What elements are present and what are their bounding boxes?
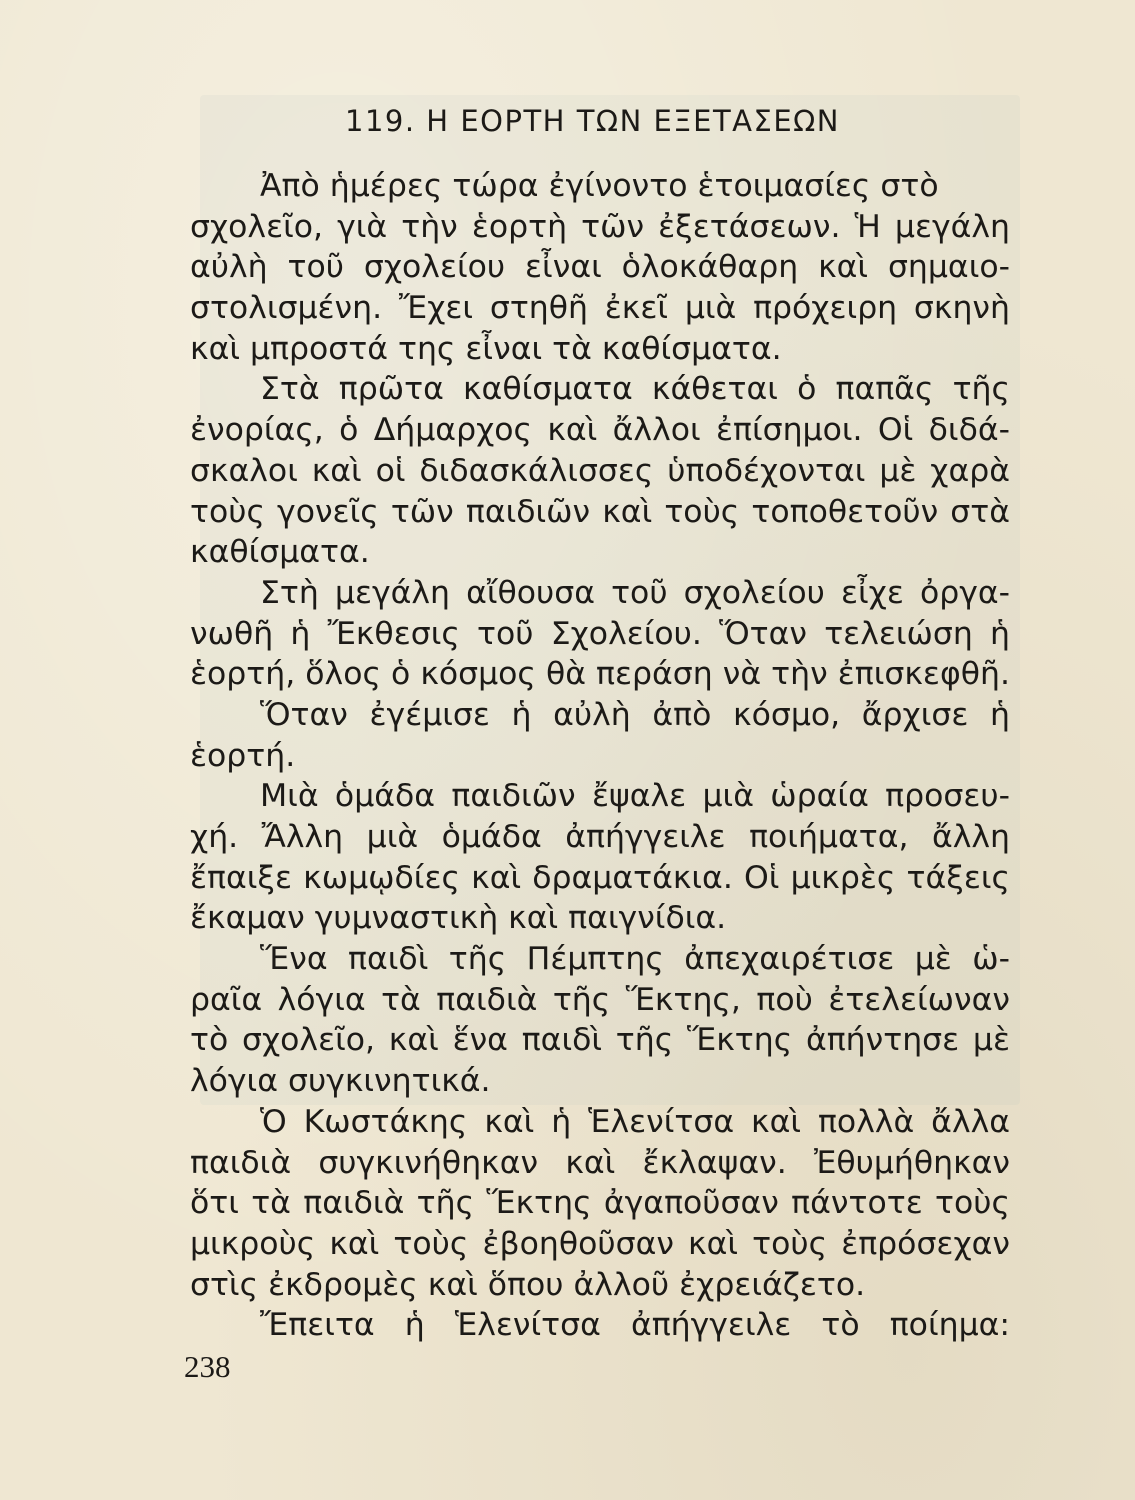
text-line: Ὅταν ἐγέμισε ἡ αὐλὴ ἀπὸ κόσμο, ἄρχισε ἡ (260, 696, 1010, 733)
text-line: Στὰ πρῶτα καθίσματα κάθεται ὁ παπᾶς τῆς (260, 371, 1010, 408)
text-line: παιδιὰ συγκινήθηκαν καὶ ἔκλαψαν. Ἐθυμήθηκαν (190, 1144, 1010, 1181)
text-line: χή. Ἄλλη μιὰ ὁμάδα ἀπήγγειλε ποιήματα, ἄλλη (190, 819, 1010, 855)
page-number: 238 (184, 1349, 231, 1384)
text-line: ἔπαιξε κωμῳδίες καὶ δραματάκια. Οἱ μικρὲς τάξεις (190, 859, 1010, 896)
text-line: νωθῆ ἡ Ἔκθεσις τοῦ Σχολείου. Ὅταν τελειώση ἡ (190, 615, 1010, 652)
text-line: ἑορτή, ὅλος ὁ κόσμος θὰ περάση νὰ τὴν ἐπισκεφθῆ. (190, 656, 1010, 693)
text-line: καθίσματα. (190, 534, 370, 571)
text-line: σκαλοι καὶ οἱ διδασκάλισσες ὑποδέχονται μὲ χαρὰ (190, 452, 1010, 489)
text-line: Ἔπειτα ἡ Ἑλενίτσα ἀπήγγειλε τὸ ποίημα: (260, 1307, 1010, 1344)
text-line: σχολεῖο, γιὰ τὴν ἑορτὴ τῶν ἐξετάσεων. Ἡ μεγάλη (190, 208, 1010, 245)
text-line: Μιὰ ὁμάδα παιδιῶν ἔψαλε μιὰ ὡραία προσευ- (260, 778, 1010, 815)
text-line: ραῖα λόγια τὰ παιδιὰ τῆς Ἕκτης, ποὺ ἐτελείωναν (190, 981, 1010, 1018)
text-line: στὶς ἐκδρομὲς καὶ ὅπου ἀλλοῦ ἐχρειάζετο. (190, 1266, 866, 1303)
text-line: λόγια συγκινητικά. (190, 1063, 491, 1100)
text-line: μικροὺς καὶ τοὺς ἐβοηθοῦσαν καὶ τοὺς ἐπρόσεχαν (190, 1225, 1010, 1262)
text-line: Ἕνα παιδὶ τῆς Πέμπτης ἀπεχαιρέτισε μὲ ὡ- (260, 941, 1010, 978)
text-line: ὅτι τὰ παιδιὰ τῆς Ἕκτης ἀγαποῦσαν πάντοτε τοὺς (190, 1185, 1010, 1222)
body-text (190, 166, 1010, 1346)
text-line: τὸ σχολεῖο, καὶ ἕνα παιδὶ τῆς Ἕκτης ἀπήντησε μὲ (190, 1022, 1010, 1059)
text-line: καὶ μπροστά της εἶναι τὰ καθίσματα. (190, 330, 782, 367)
text-line: Ἀπὸ ἡμέρες τώρα ἐγίνοντο ἑτοιμασίες στὸ (260, 168, 939, 204)
text-line: ἑορτή. (190, 737, 296, 774)
chapter-heading: 119. Η ΕΟΡΤΗ ΤΩΝ ΕΞΕΤΑΣΕΩΝ (345, 104, 840, 138)
text-line: ἐνορίας, ὁ Δήμαρχος καὶ ἄλλοι ἐπίσημοι. Οἱ διδά- (190, 412, 1010, 449)
text-line: αὐλὴ τοῦ σχολείου εἶναι ὁλοκάθαρη καὶ σημαιο- (190, 249, 1010, 286)
text-line: Στὴ μεγάλη αἴθουσα τοῦ σχολείου εἶχε ὀργα- (260, 574, 1010, 611)
text-line: στολισμένη. Ἔχει στηθῆ ἐκεῖ μιὰ πρόχειρη σκηνὴ (190, 290, 1010, 327)
text-line: τοὺς γονεῖς τῶν παιδιῶν καὶ τοὺς τοποθετοῦν στὰ (190, 493, 1010, 530)
text-line: ἔκαμαν γυμναστικὴ καὶ παιγνίδια. (190, 900, 727, 937)
text-line: Ὁ Κωστάκης καὶ ἡ Ἑλενίτσα καὶ πολλὰ ἄλλα (260, 1103, 1010, 1140)
